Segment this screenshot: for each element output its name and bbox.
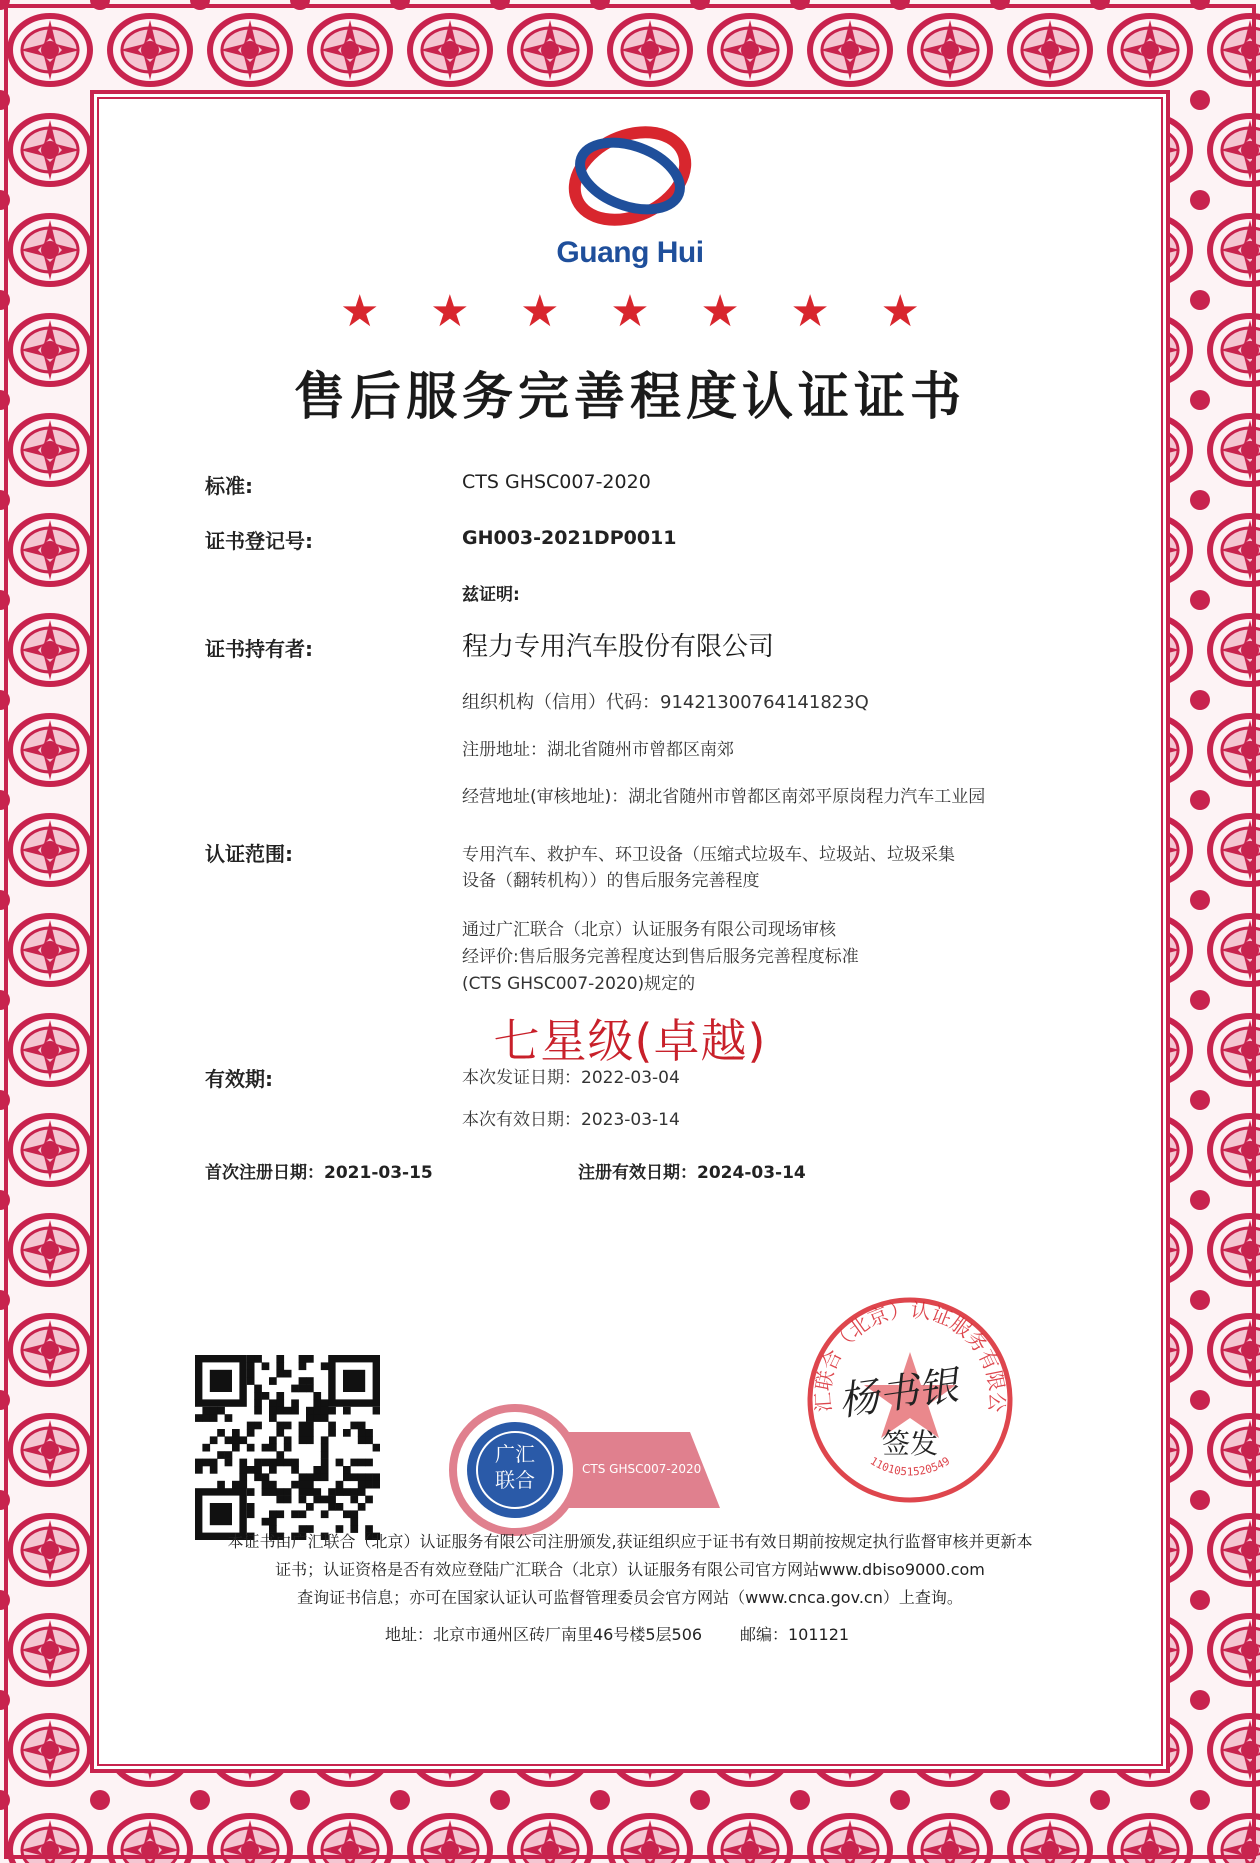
signature: 杨书银 [835,1362,962,1426]
registered-address: 注册地址：湖北省随州市曾都区南郊 [462,740,734,760]
badge-ribbon-text: CTS GHSC007-2020 [582,1462,702,1476]
seal-number: 1101051520549 [867,1454,953,1479]
certification-badge [440,1390,740,1544]
star-icon: ★ [430,286,470,337]
footer-notice [130,1528,1130,1612]
expire-date: 本次有效日期：2023-03-14 [462,1110,680,1130]
issued-text: 签发 [882,1427,939,1460]
footer-line-2: 证书；认证资格是否有效应登陆广汇联合（北京）认证服务有限公司官方网站www.dbiso9000.com [275,1560,985,1579]
org-code: 组织机构（信用）代码：91421300764141823Q [462,692,869,713]
audit-line-1: 通过广汇联合（北京）认证服务有限公司现场审核 [462,920,836,940]
scope-label: 认证范围: [205,842,293,866]
holder-name: 程力专用汽车股份有限公司 [462,632,775,662]
star-icon: ★ [520,286,560,337]
registration-label: 证书登记号: [205,529,313,553]
rating-level: 七星级(卓越) [493,1014,767,1068]
qr-code-icon [195,1355,380,1540]
standard-value: CTS GHSC007-2020 [462,471,651,493]
scope-line-2: 设备（翻转机构））的售后服务完善程度 [462,871,760,891]
footer-line-3: 查询证书信息；亦可在国家认证认可监督管理委员会官方网站（www.cnca.gov.cn）上查询。 [297,1588,963,1607]
badge-text-1: 广汇 [495,1442,535,1466]
issue-date: 本次发证日期：2022-03-04 [462,1068,680,1088]
footer-postcode: 邮编：101121 [740,1625,850,1644]
official-seal [800,1290,1020,1514]
star-icon: ★ [610,286,650,337]
standard-label: 标准: [205,474,253,498]
guanghui-orbit-icon [550,118,710,238]
certificate-body [100,100,1160,1763]
qr-code [195,1355,380,1544]
star-icon: ★ [340,286,380,337]
star-icon: ★ [880,286,920,337]
hereby-text: 兹证明: [462,585,520,605]
guanghui-logo [550,118,710,278]
registration-value: GH003-2021DP0011 [462,527,677,549]
validity-label: 有效期: [205,1067,273,1091]
registration-valid-date: 注册有效日期：2024-03-14 [578,1163,806,1183]
star-icon: ★ [700,286,740,337]
audit-line-2: 经评价:售后服务完善程度达到售后服务完善程度标准 [462,947,859,967]
audit-line-3: (CTS GHSC007-2020)规定的 [462,974,696,994]
star-icon: ★ [790,286,830,337]
footer-address: 地址：北京市通州区砖厂南里46号楼5层506 [385,1625,703,1644]
operating-address: 经营地址(审核地址)：湖北省随州市曾都区南郊平原岗程力汽车工业园 [462,787,986,807]
first-registration-date: 首次注册日期：2021-03-15 [205,1163,433,1183]
certificate-title: 售后服务完善程度认证证书 [293,368,966,427]
logo-text: Guang Hui [556,236,704,269]
seal-arc-text: 汇联合（北京）认证服务有限公 [810,1297,1010,1413]
rating-stars [340,286,920,337]
scope-line-1: 专用汽车、救护车、环卫设备（压缩式垃圾车、垃圾站、垃圾采集 [462,845,955,865]
holder-label: 证书持有者: [205,637,313,661]
footer-line-1: 本证书由广汇联合（北京）认证服务有限公司注册颁发,获证组织应于证书有效日期前按规定执行监督审核并更新本 [227,1532,1033,1551]
badge-text-2: 联合 [495,1468,535,1492]
